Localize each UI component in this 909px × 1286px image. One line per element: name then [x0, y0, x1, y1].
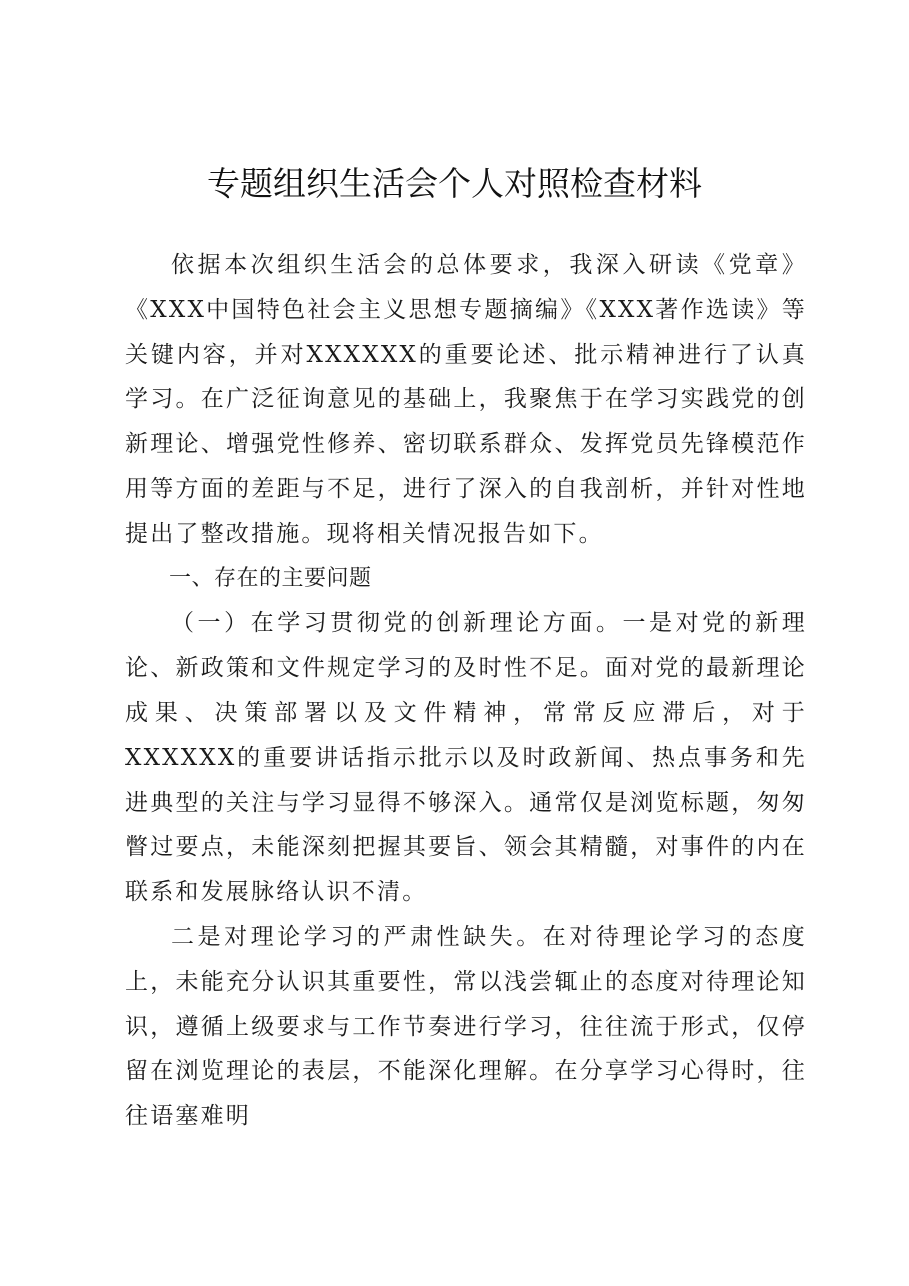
subsection-paragraph [125, 601, 807, 915]
document-body [125, 243, 807, 1139]
subsection-text: 一是对党的新理论、新政策和文件规定学习的及时性不足。面对党的最新理论成果、决策部署以及文件精神，常常反应滞后，对于XXXXXX的重要讲话指示批示以及时政新闻、热点事务和先进典型的关注与学习显得不够深入。通常仅是浏览标题，匆匆瞥过要点，未能深刻把握其要旨、领会其精髓，对事件的内在联系和发展脉络认识不清。 [125, 610, 807, 906]
intro-paragraph: 依据本次组织生活会的总体要求，我深入研读《党章》《XXX中国特色社会主义思想专题摘编》《XXX著作选读》等关键内容，并对XXXXXX的重要论述、批示精神进行了认真学习。在广泛征询意见的基础上，我聚焦于在学习实践党的创新理论、增强党性修养、密切联系群众、发挥党员先锋模范作用等方面的差距与不足，进行了深入的自我剖析，并针对性地提出了整改措施。现将相关情况报告如下。 [125, 252, 807, 547]
point-two-paragraph: 二是对理论学习的严肃性缺失。在对待理论学习的态度上，未能充分认识其重要性，常以浅尝辄止的态度对待理论知识，遵循上级要求与工作节奏进行学习，往往流于形式，仅停留在浏览理论的表层，不能深化理解。在分享学习心得时，往往语塞难明 [125, 923, 807, 1130]
section-heading: 一、存在的主要问题 [169, 565, 372, 591]
subsection-lead: （一）在学习贯彻党的创新理论方面。 [171, 610, 623, 637]
document-title: 专题组织生活会个人对照检查材料 [207, 164, 702, 203]
